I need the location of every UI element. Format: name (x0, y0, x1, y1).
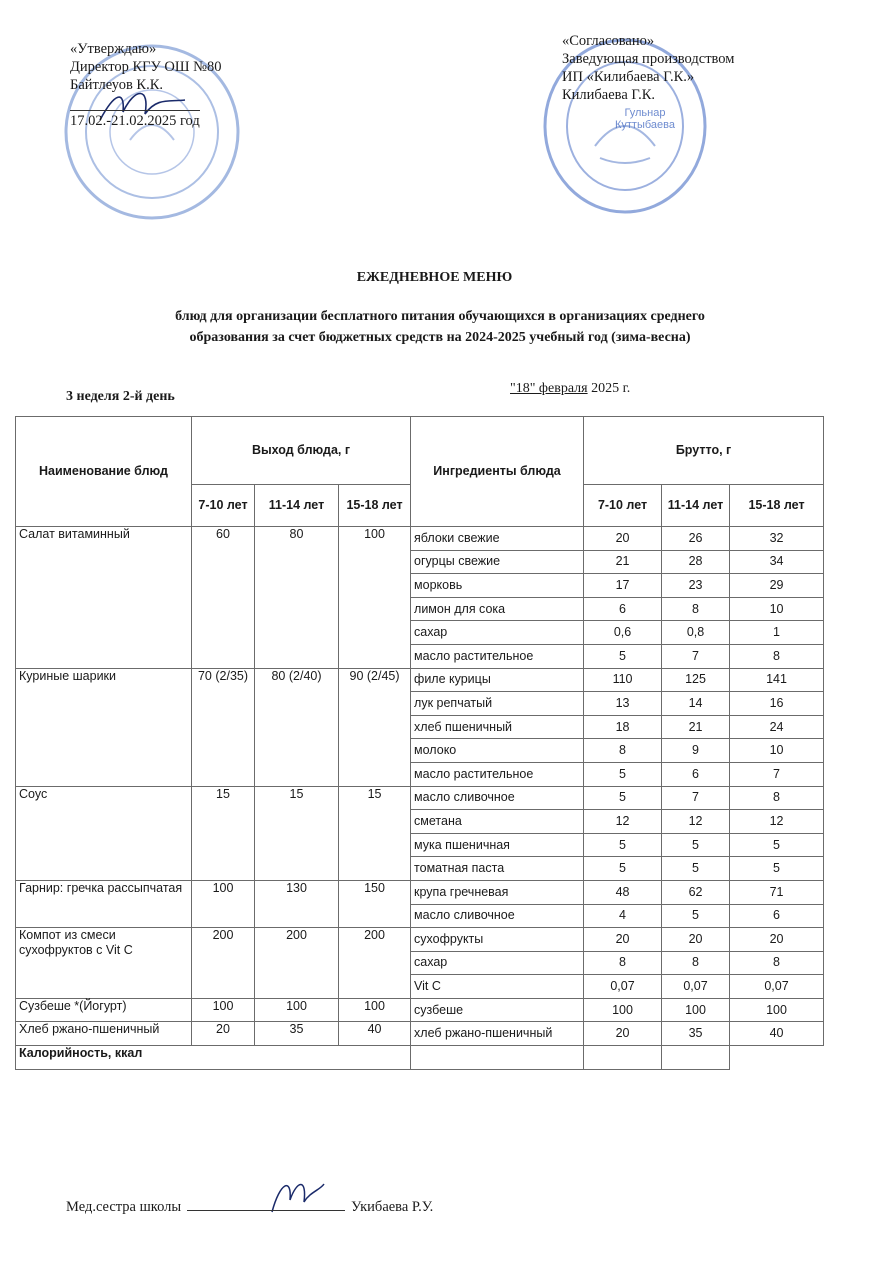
dish-output: 80 (255, 527, 339, 669)
ingredient-brutto: 0,07 (584, 975, 662, 999)
ingredient-name: лук репчатый (411, 692, 584, 716)
approve-line4: 17.02.-21.02.2025 год (70, 110, 200, 130)
table-row (16, 998, 824, 1022)
dish-name: Хлеб ржано-пшеничный (16, 1022, 192, 1046)
dish-output: 200 (255, 928, 339, 999)
ingredient-brutto: 10 (730, 597, 824, 621)
dish-output: 20 (192, 1022, 255, 1046)
calories-cell (730, 1046, 824, 1070)
ingredient-brutto: 5 (584, 644, 662, 668)
ingredient-brutto: 141 (730, 668, 824, 692)
dish-output: 100 (339, 998, 411, 1022)
footer-label: Мед.сестра школы (66, 1199, 182, 1215)
ingredient-brutto: 12 (730, 810, 824, 834)
ingredient-brutto: 5 (584, 833, 662, 857)
ingredient-brutto: 5 (662, 857, 730, 881)
ingredient-name: филе курицы (411, 668, 584, 692)
ingredient-brutto: 7 (662, 644, 730, 668)
header-brutto: Брутто, г (584, 417, 824, 485)
header-out-age: 11-14 лет (255, 485, 339, 527)
ingredient-brutto: 18 (584, 715, 662, 739)
ingredient-brutto: 17 (584, 574, 662, 598)
dish-name: Куриные шарики (16, 668, 192, 786)
dish-name: Гарнир: гречка рассыпчатая (16, 880, 192, 927)
ingredient-brutto: 5 (662, 833, 730, 857)
ingredient-brutto: 71 (730, 880, 824, 904)
header-brutto-age: 7-10 лет (584, 485, 662, 527)
ingredient-brutto: 34 (730, 550, 824, 574)
ingredient-brutto: 8 (584, 739, 662, 763)
table-row (16, 928, 824, 952)
menu-date (510, 381, 630, 397)
ingredient-brutto: 5 (584, 857, 662, 881)
calories-label: Калорийность, ккал (16, 1046, 411, 1070)
menu-table-body (16, 527, 824, 1070)
dish-output: 150 (339, 880, 411, 927)
dish-name: Компот из смеси сухофруктов с Vit C (16, 928, 192, 999)
ingredient-brutto: 7 (730, 762, 824, 786)
ingredient-name: масло растительное (411, 762, 584, 786)
approve-line2: Директор КГУ ОШ №80 (70, 59, 222, 75)
page-subtitle (60, 306, 820, 348)
calories-cell (584, 1046, 662, 1070)
subtitle-line1: блюд для организации бесплатного питания обучающихся в организациях среднего (175, 309, 705, 324)
header-out-age: 7-10 лет (192, 485, 255, 527)
ingredient-brutto: 5 (730, 857, 824, 881)
ingredient-brutto: 110 (584, 668, 662, 692)
ingredient-brutto: 100 (584, 998, 662, 1022)
calories-cell (411, 1046, 584, 1070)
signature-line (187, 1198, 345, 1211)
dish-output: 130 (255, 880, 339, 927)
footer-name: Укибаева Р.У. (351, 1199, 434, 1215)
ingredient-brutto: 5 (662, 904, 730, 928)
ingredient-brutto: 9 (662, 739, 730, 763)
ingredient-brutto: 6 (584, 597, 662, 621)
calories-row (16, 1046, 824, 1070)
ingredient-brutto: 40 (730, 1022, 824, 1046)
approve-block (70, 40, 221, 130)
ingredient-brutto: 8 (584, 951, 662, 975)
stamp-name-text: Гульнар Куттыбаева (614, 107, 675, 131)
agreed-line3: ИП «Килибаева Г.К.» (562, 69, 695, 85)
table-row (16, 668, 824, 692)
ingredient-brutto: 5 (730, 833, 824, 857)
page-title: ЕЖЕДНЕВНОЕ МЕНЮ (356, 270, 513, 285)
ingredient-name: сахар (411, 951, 584, 975)
agreed-line4: Килибаева Г.К. (562, 87, 656, 103)
ingredient-brutto: 12 (584, 810, 662, 834)
ingredient-brutto: 8 (730, 951, 824, 975)
menu-table (15, 416, 824, 1070)
dish-output: 40 (339, 1022, 411, 1046)
dish-output: 70 (2/35) (192, 668, 255, 786)
ingredient-brutto: 20 (584, 527, 662, 551)
agreed-block (562, 32, 734, 104)
table-row (16, 527, 824, 551)
ingredient-brutto: 0,8 (662, 621, 730, 645)
ingredient-brutto: 8 (730, 786, 824, 810)
ingredient-brutto: 21 (584, 550, 662, 574)
header-dish: Наименование блюд (16, 417, 192, 527)
ingredient-brutto: 6 (662, 762, 730, 786)
table-row (16, 786, 824, 810)
menu-date-day: "18" февраля (510, 381, 588, 396)
dish-output: 100 (339, 527, 411, 669)
ingredient-brutto: 4 (584, 904, 662, 928)
dish-output: 15 (255, 786, 339, 880)
header-brutto-age: 15-18 лет (730, 485, 824, 527)
ingredient-brutto: 7 (662, 786, 730, 810)
ingredient-name: сузбеше (411, 998, 584, 1022)
ingredient-brutto: 5 (584, 786, 662, 810)
ingredient-brutto: 20 (662, 928, 730, 952)
dish-name: Салат витаминный (16, 527, 192, 669)
ingredient-brutto: 20 (584, 1022, 662, 1046)
ingredient-brutto: 0,07 (730, 975, 824, 999)
dish-output: 200 (339, 928, 411, 999)
agreed-line2: Заведующая производством (562, 51, 735, 67)
ingredient-name: крупа гречневая (411, 880, 584, 904)
ingredient-brutto: 8 (662, 951, 730, 975)
table-row (16, 880, 824, 904)
dish-output: 100 (255, 998, 339, 1022)
header-out-age: 15-18 лет (339, 485, 411, 527)
dish-output: 60 (192, 527, 255, 669)
dish-output: 100 (192, 880, 255, 927)
ingredient-brutto: 10 (730, 739, 824, 763)
ingredient-brutto: 12 (662, 810, 730, 834)
ingredient-brutto: 20 (730, 928, 824, 952)
ingredient-brutto: 5 (584, 762, 662, 786)
ingredient-brutto: 35 (662, 1022, 730, 1046)
footer-signature (66, 1198, 433, 1216)
ingredient-brutto: 6 (730, 904, 824, 928)
dish-output: 100 (192, 998, 255, 1022)
ingredient-brutto: 16 (730, 692, 824, 716)
ingredient-brutto: 1 (730, 621, 824, 645)
table-row (16, 1022, 824, 1046)
subtitle-line2: образования за счет бюджетных средств на 2024-2025 учебный год (зима-весна) (189, 330, 691, 345)
ingredient-brutto: 100 (662, 998, 730, 1022)
ingredient-name: огурцы свежие (411, 550, 584, 574)
dish-output: 200 (192, 928, 255, 999)
ingredient-brutto: 21 (662, 715, 730, 739)
ingredient-brutto: 0,07 (662, 975, 730, 999)
ingredient-brutto: 14 (662, 692, 730, 716)
ingredient-brutto: 23 (662, 574, 730, 598)
dish-output: 80 (2/40) (255, 668, 339, 786)
header-ingredients: Ингредиенты блюда (411, 417, 584, 527)
ingredient-name: масло сливочное (411, 904, 584, 928)
ingredient-name: Vit C (411, 975, 584, 999)
ingredient-brutto: 62 (662, 880, 730, 904)
agreed-line1: «Согласовано» (562, 33, 655, 49)
ingredient-brutto: 28 (662, 550, 730, 574)
ingredient-name: яблоки свежие (411, 527, 584, 551)
ingredient-brutto: 100 (730, 998, 824, 1022)
ingredient-brutto: 13 (584, 692, 662, 716)
ingredient-name: томатная паста (411, 857, 584, 881)
ingredient-name: масло сливочное (411, 786, 584, 810)
calories-cell (662, 1046, 730, 1070)
dish-output: 15 (339, 786, 411, 880)
ingredient-name: масло растительное (411, 644, 584, 668)
ingredient-brutto: 20 (584, 928, 662, 952)
ingredient-name: сахар (411, 621, 584, 645)
header-output: Выход блюда, г (192, 417, 411, 485)
ingredient-brutto: 48 (584, 880, 662, 904)
header-brutto-age: 11-14 лет (662, 485, 730, 527)
ingredient-brutto: 8 (662, 597, 730, 621)
ingredient-brutto: 29 (730, 574, 824, 598)
ingredient-name: мука пшеничная (411, 833, 584, 857)
approve-line1: «Утверждаю» (70, 41, 157, 57)
ingredient-name: сметана (411, 810, 584, 834)
ingredient-name: сухофрукты (411, 928, 584, 952)
menu-date-year: 2025 г. (587, 381, 631, 396)
ingredient-brutto: 0,6 (584, 621, 662, 645)
ingredient-name: хлеб ржано-пшеничный (411, 1022, 584, 1046)
ingredient-name: морковь (411, 574, 584, 598)
week-day-label: 3 неделя 2-й день (66, 389, 175, 404)
ingredient-brutto: 24 (730, 715, 824, 739)
dish-name: Сузбеше *(Йогурт) (16, 998, 192, 1022)
dish-output: 35 (255, 1022, 339, 1046)
ingredient-brutto: 8 (730, 644, 824, 668)
dish-output: 15 (192, 786, 255, 880)
dish-name: Соус (16, 786, 192, 880)
ingredient-name: молоко (411, 739, 584, 763)
ingredient-brutto: 125 (662, 668, 730, 692)
ingredient-brutto: 26 (662, 527, 730, 551)
ingredient-name: лимон для сока (411, 597, 584, 621)
ingredient-brutto: 32 (730, 527, 824, 551)
dish-output: 90 (2/45) (339, 668, 411, 786)
approve-line3: Байтлеуов К.К. (70, 77, 164, 93)
ingredient-name: хлеб пшеничный (411, 715, 584, 739)
